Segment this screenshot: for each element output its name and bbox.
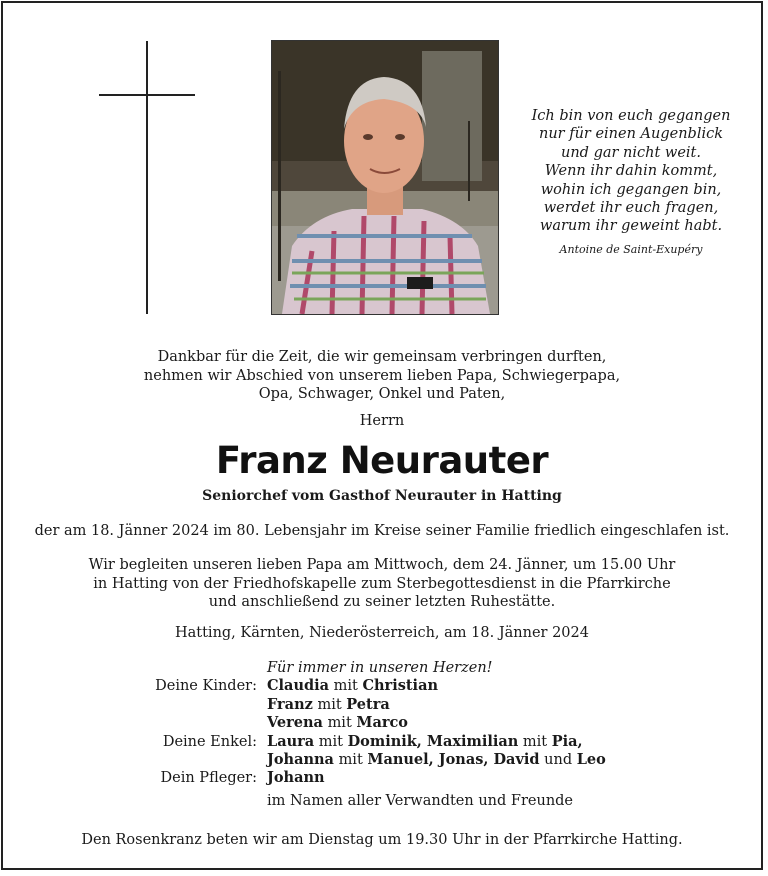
cross-icon-bar: [99, 94, 195, 96]
funeral-details: [3, 556, 761, 612]
quote-author: Antoine de Saint-Exupéry: [559, 242, 703, 256]
children-row: Claudia mit Christian: [267, 677, 439, 695]
funeral-line: Wir begleiten unseren lieben Papa am Mittwoch, dem 24. Jänner, um 15.00 Uhr: [88, 557, 676, 573]
children-label: Deine Kinder:: [155, 678, 257, 695]
quote-line: Ich bin von euch gegangen: [531, 108, 731, 124]
quote-line: Wenn ihr dahin kommt,: [544, 163, 718, 180]
children-row: Franz mit Petra: [267, 695, 390, 713]
quote-line: wohin ich gegangen bin,: [540, 181, 722, 198]
portrait-photo: [271, 40, 499, 315]
carer-label: Dein Pfleger:: [160, 770, 257, 787]
intro-line: nehmen wir Abschied von unserem lieben Papa, Schwiegerpapa,: [143, 367, 621, 384]
salutation: Herrn: [359, 413, 405, 429]
rosary-notice: Den Rosenkranz beten wir am Dienstag um 19.30 Uhr in der Pfarrkirche Hatting.: [81, 832, 683, 848]
quote-line: warum ihr geweint habt.: [539, 218, 723, 235]
intro-text: [3, 348, 761, 404]
grandchildren-row: Johanna mit Manuel, Jonas, David und Leo: [267, 751, 606, 769]
deceased-name: Franz Neurauter: [215, 439, 549, 482]
intro-line: Opa, Schwager, Onkel und Paten,: [258, 386, 506, 402]
place-date: Hatting, Kärnten, Niederösterreich, am 18. Jänner 2024: [174, 625, 589, 641]
mourners-list: [3, 659, 761, 810]
funeral-line: in Hatting von der Friedhofskapelle zum Sterbegottesdienst in die Pfarrkirche: [93, 575, 671, 592]
relatives-note: im Namen aller Verwandten und Freunde: [267, 792, 574, 809]
carer-name: Johann: [267, 769, 325, 787]
cross-icon: [146, 41, 148, 314]
quote-line: werdet ihr euch fragen,: [543, 200, 719, 217]
quote-block: [515, 107, 747, 259]
death-notice: der am 18. Jänner 2024 im 80. Lebensjahr im Kreise seiner Familie friedlich eingeschlafen ist.: [34, 523, 730, 539]
grandchildren-row: Laura mit Dominik, Maximilian mit Pia,: [267, 732, 583, 750]
funeral-line: und anschließend zu seiner letzten Ruhestätte.: [208, 594, 556, 610]
quote-line: und gar nicht weit.: [561, 144, 701, 161]
motto: Für immer in unseren Herzen!: [267, 660, 493, 676]
quote-line: nur für einen Augenblick: [538, 126, 724, 143]
obituary-card: [1, 1, 763, 870]
grandchildren-label: Deine Enkel:: [162, 733, 257, 750]
intro-line: Dankbar für die Zeit, die wir gemeinsam verbringen durften,: [157, 349, 607, 365]
children-row: Verena mit Marco: [267, 714, 408, 732]
deceased-title: Seniorchef vom Gasthof Neurauter in Hatting: [202, 488, 562, 504]
